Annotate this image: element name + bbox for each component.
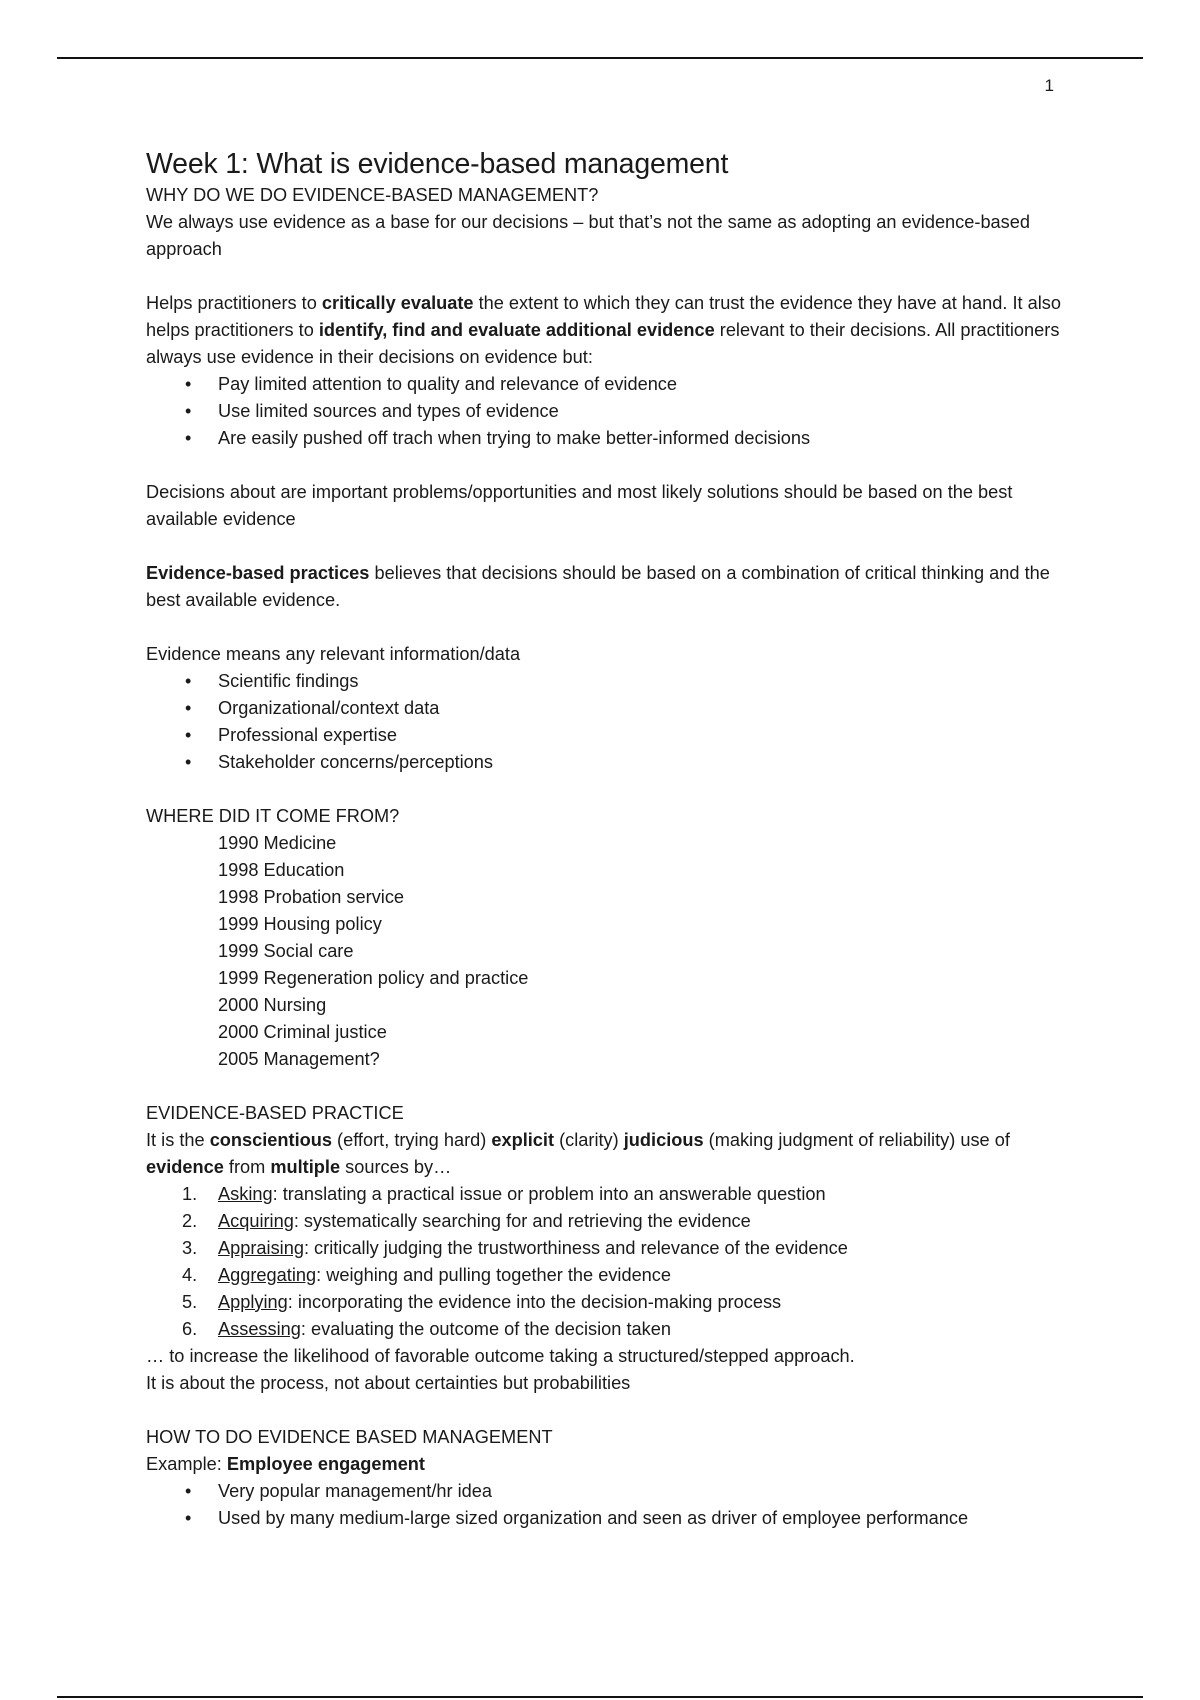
bold-critically-evaluate: critically evaluate: [321, 293, 474, 313]
step-text: : translating a practical issue or problem into an answerable question: [272, 1184, 826, 1204]
timeline-list: [146, 830, 1076, 1073]
practice-definition: [146, 1127, 1076, 1181]
list-item: [146, 695, 1076, 722]
timeline-item: 1999 Social care: [218, 941, 354, 961]
timeline-item: 1990 Medicine: [218, 833, 337, 853]
top-rule: [57, 57, 1143, 59]
timeline-item: 1999 Housing policy: [218, 914, 382, 934]
step-term: Asking: [218, 1184, 273, 1204]
bullet-icon: •: [185, 428, 192, 448]
section-heading-practice: EVIDENCE-BASED PRACTICE: [146, 1103, 404, 1123]
timeline-item: 1999 Regeneration policy and practice: [218, 968, 529, 988]
bullet-icon: •: [185, 698, 192, 718]
list-item: [146, 425, 1076, 452]
spacer: [146, 776, 1076, 803]
list-item: [146, 398, 1076, 425]
step-number: 3.: [182, 1238, 198, 1258]
bottom-rule: [57, 1696, 1143, 1698]
text-run: Helps practitioners to: [146, 293, 322, 313]
spacer: [146, 263, 1076, 290]
section-heading-where: WHERE DID IT COME FROM?: [146, 806, 400, 826]
list-item: [146, 371, 1076, 398]
bullet-icon: •: [185, 671, 192, 691]
why-bullet-list: [146, 371, 1076, 452]
practice-after-2: It is about the process, not about certainties but probabilities: [146, 1373, 631, 1393]
bullet-icon: •: [185, 401, 192, 421]
bullet-icon: •: [185, 752, 192, 772]
bullet-icon: •: [185, 1508, 192, 1528]
list-item-text: Stakeholder concerns/perceptions: [218, 752, 493, 772]
step-number: 6.: [182, 1319, 198, 1339]
bold-explicit: explicit: [491, 1130, 555, 1150]
step-item: [146, 1316, 1076, 1343]
bullet-icon: •: [185, 725, 192, 745]
list-item-text: Pay limited attention to quality and relevance of evidence: [218, 374, 678, 394]
section-heading-why: WHY DO WE DO EVIDENCE-BASED MANAGEMENT?: [146, 185, 599, 205]
why-paragraph-5: Evidence means any relevant information/data: [146, 644, 521, 664]
text-run: from: [223, 1157, 271, 1177]
step-term: Aggregating: [218, 1265, 317, 1285]
text-run: Example:: [146, 1454, 227, 1474]
practice-steps-list: [146, 1181, 1076, 1343]
list-item: [146, 749, 1076, 776]
spacer: [146, 1397, 1076, 1424]
practice-after-1: … to increase the likelihood of favorable outcome taking a structured/stepped approach.: [146, 1346, 855, 1366]
document-title: Week 1: What is evidence-based management: [146, 148, 729, 180]
bold-employee-engagement: Employee engagement: [226, 1454, 425, 1474]
text-run: the extent to which they can trust the evidence they have at hand. It also helps practitioners to: [146, 293, 1061, 340]
timeline-item: 2000 Nursing: [218, 995, 327, 1015]
bold-evidence-based-practices: Evidence-based practices: [146, 563, 370, 583]
page-number: 1: [1044, 76, 1054, 95]
step-term: Assessing: [218, 1319, 301, 1339]
timeline-item: 2000 Criminal justice: [218, 1022, 387, 1042]
step-term: Appraising: [218, 1238, 304, 1258]
step-term: Acquiring: [218, 1211, 294, 1231]
list-item-text: Organizational/context data: [218, 698, 440, 718]
section-heading-how: HOW TO DO EVIDENCE BASED MANAGEMENT: [146, 1427, 553, 1447]
step-item: [146, 1181, 1076, 1208]
list-item: [146, 668, 1076, 695]
spacer: [146, 533, 1076, 560]
step-item: [146, 1289, 1076, 1316]
step-text: : incorporating the evidence into the decision-making process: [287, 1292, 782, 1312]
list-item-text: Scientific findings: [218, 671, 359, 691]
step-text: : critically judging the trustworthiness and relevance of the evidence: [303, 1238, 848, 1258]
text-run: sources by…: [340, 1157, 452, 1177]
list-item: [146, 722, 1076, 749]
step-text: : systematically searching for and retrieving the evidence: [293, 1211, 751, 1231]
list-item-text: Professional expertise: [218, 725, 397, 745]
timeline-item: 2005 Management?: [218, 1049, 380, 1069]
text-run: (effort, trying hard): [331, 1130, 492, 1150]
bold-conscientious: conscientious: [209, 1130, 332, 1150]
how-example: [146, 1451, 1076, 1478]
step-number: 5.: [182, 1292, 198, 1312]
text-run: (making judgment of reliability) use of: [703, 1130, 1010, 1150]
step-item: [146, 1235, 1076, 1262]
step-item: [146, 1208, 1076, 1235]
text-run: It is the: [146, 1130, 210, 1150]
bullet-icon: •: [185, 1481, 192, 1501]
list-item: [146, 1505, 1076, 1532]
timeline-item: 1998 Education: [218, 860, 345, 880]
step-number: 1.: [182, 1184, 198, 1204]
why-paragraph-4: [146, 560, 1076, 614]
document-body: [146, 146, 1076, 1532]
text-run: believes that decisions should be based on a combination of critical thinking and the best available evidence.: [146, 563, 1050, 610]
bold-multiple: multiple: [270, 1157, 341, 1177]
evidence-types-list: [146, 668, 1076, 776]
list-item-text: Very popular management/hr idea: [218, 1481, 492, 1501]
bold-judicious: judicious: [623, 1130, 704, 1150]
step-number: 2.: [182, 1211, 198, 1231]
list-item-text: Use limited sources and types of evidence: [218, 401, 559, 421]
spacer: [146, 614, 1076, 641]
bullet-icon: •: [185, 374, 192, 394]
step-number: 4.: [182, 1265, 198, 1285]
step-item: [146, 1262, 1076, 1289]
list-item-text: Are easily pushed off trach when trying to make better-informed decisions: [218, 428, 811, 448]
spacer: [146, 452, 1076, 479]
list-item: [146, 1478, 1076, 1505]
bold-evidence: evidence: [146, 1157, 224, 1177]
how-bullet-list: [146, 1478, 1076, 1532]
step-text: : evaluating the outcome of the decision taken: [300, 1319, 671, 1339]
step-text: : weighing and pulling together the evidence: [316, 1265, 672, 1285]
timeline-item: 1998 Probation service: [218, 887, 405, 907]
text-run: (clarity): [554, 1130, 624, 1150]
why-paragraph-3: Decisions about are important problems/opportunities and most likely solutions should be based on the best available evidence: [146, 482, 1013, 529]
spacer: [146, 1073, 1076, 1100]
bold-identify-find-evaluate: identify, find and evaluate additional evidence: [318, 320, 715, 340]
list-item-text: Used by many medium-large sized organization and seen as driver of employee performance: [218, 1508, 969, 1528]
text-run: relevant to their decisions. All practitioners always use evidence in their decisions on evidence but:: [146, 320, 1060, 367]
why-intro-paragraph: We always use evidence as a base for our decisions – but that’s not the same as adopting an evidence-based approach: [146, 212, 1030, 259]
why-paragraph-2: [146, 290, 1076, 371]
step-term: Applying: [218, 1292, 288, 1312]
